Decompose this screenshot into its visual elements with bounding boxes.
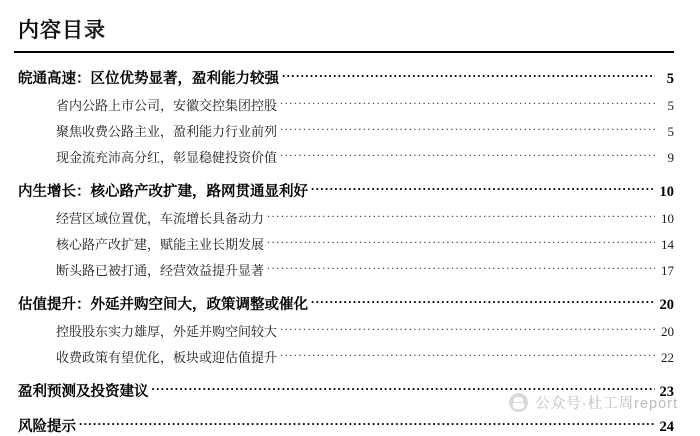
- toc-entry-label: 控股股东实力雄厚，外延并购空间较大: [56, 324, 278, 340]
- toc-entry[interactable]: [14, 208, 674, 227]
- toc-entry-page: 5: [666, 71, 674, 88]
- toc-entry[interactable]: [14, 147, 674, 166]
- watermark-text: 公众号·杜工周report: [535, 396, 678, 412]
- toc-entry-page: 9: [667, 150, 674, 166]
- toc-entry-page: 24: [659, 419, 674, 436]
- toc-entry[interactable]: [14, 95, 674, 114]
- toc-entry-label: 断头路已被打通，经营效益提升显著: [56, 263, 265, 279]
- toc-entry[interactable]: [14, 180, 674, 201]
- toc-leader-dots: [280, 123, 655, 136]
- toc-entry-label: 收费政策有望优化，板块或迎估值提升: [56, 350, 278, 366]
- toc-entry[interactable]: [14, 67, 674, 88]
- toc-leader-dots: [311, 295, 655, 310]
- toc-entry-page: 10: [661, 211, 674, 227]
- toc-leader-dots: [280, 149, 655, 162]
- toc-entry-label: 经营区域位置优，车流增长具备动力: [56, 211, 265, 227]
- toc-entry-label: 盈利预测及投资建议: [18, 384, 149, 401]
- toc-entry-page: 14: [661, 237, 674, 253]
- toc-entry-label: 核心路产改扩建，赋能主业长期发展: [56, 237, 265, 253]
- toc-leader-dots: [79, 417, 655, 432]
- toc-entry[interactable]: [14, 321, 674, 340]
- toc-entry-page: 23: [659, 384, 674, 401]
- toc-entry[interactable]: [14, 121, 674, 140]
- toc-leader-dots: [267, 236, 655, 249]
- toc-entry-label: 现金流充沛高分红，彰显稳健投资价值: [56, 150, 278, 166]
- toc-leader-dots: [282, 69, 655, 84]
- toc-entry-label: 风险提示: [18, 419, 76, 436]
- title-divider: [14, 51, 674, 53]
- toc-leader-dots: [311, 182, 655, 197]
- watermark: [509, 392, 678, 413]
- toc-entry-label: 内生增长：核心路产改扩建，路网贯通显利好: [18, 184, 308, 201]
- toc-entry[interactable]: [14, 347, 674, 366]
- toc-entry-page: 10: [659, 184, 674, 201]
- umbrella-logo-icon: [509, 393, 528, 412]
- toc-entry-page: 5: [667, 98, 674, 114]
- table-of-contents: [14, 67, 674, 436]
- toc-leader-dots: [267, 262, 655, 275]
- toc-entry-label: 估值提升：外延并购空间大，政策调整或催化: [18, 297, 308, 314]
- toc-leader-dots: [267, 210, 655, 223]
- toc-entry[interactable]: [14, 260, 674, 279]
- toc-entry[interactable]: [14, 293, 674, 314]
- toc-entry[interactable]: [14, 234, 674, 253]
- toc-entry-page: 5: [667, 124, 674, 140]
- toc-entry-page: 20: [661, 324, 674, 340]
- page-title: 内容目录: [18, 18, 106, 42]
- toc-leader-dots: [280, 323, 655, 336]
- toc-entry-label: 皖通高速：区位优势显著，盈利能力较强: [18, 71, 279, 88]
- toc-entry-page: 20: [659, 297, 674, 314]
- toc-leader-dots: [280, 349, 655, 362]
- toc-entry-page: 22: [661, 350, 674, 366]
- toc-entry-page: 17: [661, 263, 674, 279]
- toc-entry-label: 聚焦收费公路主业，盈利能力行业前列: [56, 124, 278, 140]
- toc-leader-dots: [280, 97, 655, 110]
- toc-entry-label: 省内公路上市公司，安徽交控集团控股: [56, 98, 278, 114]
- toc-entry[interactable]: [14, 415, 674, 436]
